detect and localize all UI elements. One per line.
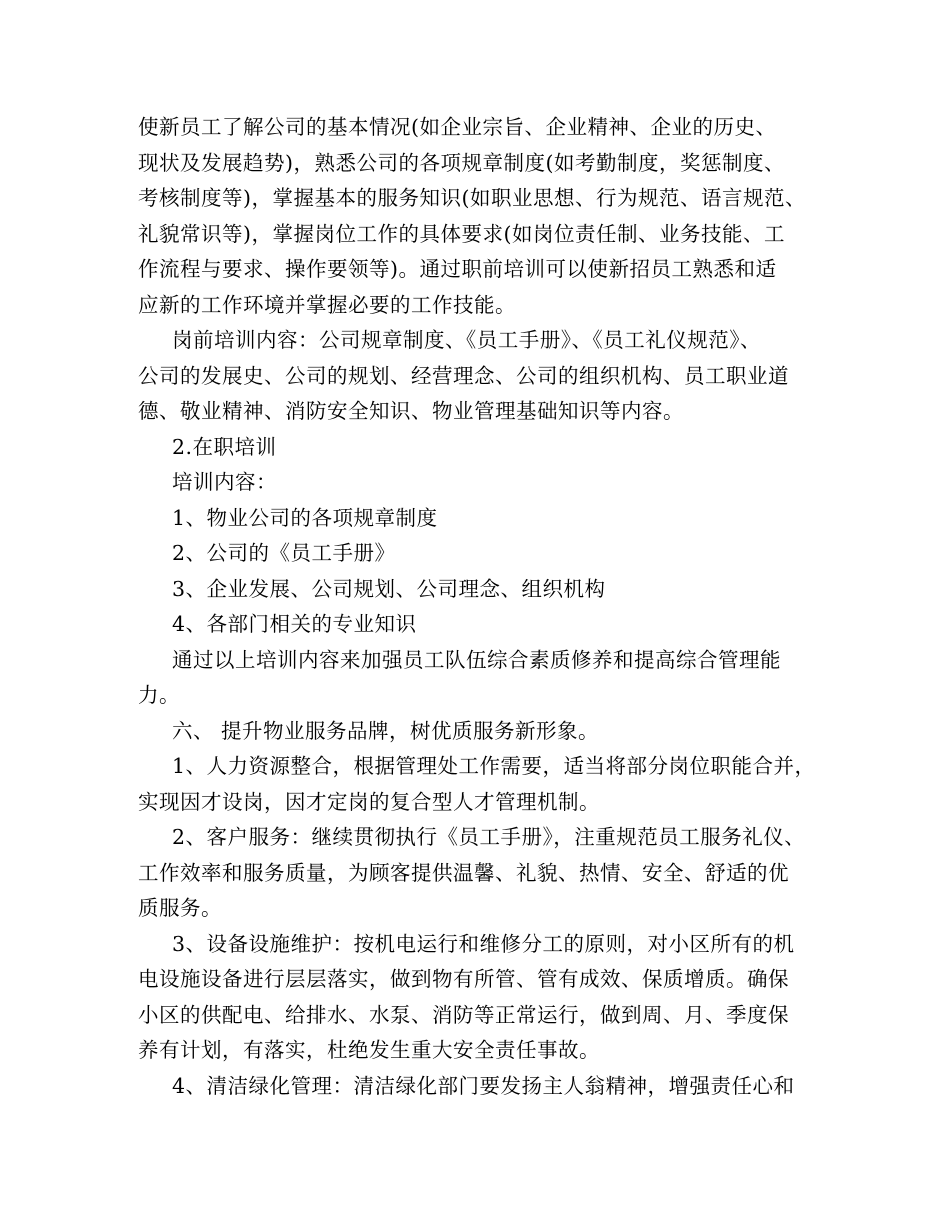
text-line: 应新的工作环境并掌握必要的工作技能。 [138, 292, 516, 317]
text-line: 六、 提升物业服务品牌，树优质服务新形象。 [172, 718, 600, 743]
text-line: 3、设备设施维护：按机电运行和维修分工的原则，对小区所有的机 [172, 931, 795, 956]
text-line: 3、企业发展、公司规划、公司理念、组织机构 [172, 576, 606, 601]
text-line: 作流程与要求、操作要领等)。通过职前培训可以使新招员工熟悉和适 [138, 257, 777, 281]
text-line: 4、各部门相关的专业知识 [172, 612, 417, 636]
text-line: 力。 [138, 683, 180, 707]
text-line: 2、公司的《员工手册》 [172, 541, 396, 565]
text-line: 电设施设备进行层层落实，做到物有所管、管有成效、保质增质。确保 [138, 967, 789, 991]
text-line: 实现因才设岗，因才定岗的复合型人才管理机制。 [138, 789, 600, 814]
text-line: 公司的发展史、公司的规划、经营理念、公司的组织机构、员工职业道 [138, 363, 789, 388]
text-line: 礼貌常识等)，掌握岗位工作的具体要求(如岗位责任制、业务技能、工 [138, 221, 785, 246]
text-line: 1、物业公司的各项规章制度 [172, 505, 438, 530]
text-line: 小区的供配电、给排水、水泵、消防等正常运行，做到周、月、季度保 [138, 1002, 789, 1027]
text-line: 4、清洁绿化管理：清洁绿化部门要发扬主人翁精神，增强责任心和 [172, 1073, 795, 1098]
text-line: 使新员工了解公司的基本情况(如企业宗旨、企业精神、企业的历史、 [138, 115, 777, 139]
text-line: 现状及发展趋势)，熟悉公司的各项规章制度(如考勤制度，奖惩制度、 [138, 150, 785, 175]
text-line: 1、人力资源整合，根据管理处工作需要，适当将部分岗位职能合并， [172, 754, 816, 778]
text-line: 2、客户服务：继续贯彻执行《员工手册》，注重规范员工服务礼仪、 [172, 825, 806, 849]
text-line: 德、敬业精神、消防安全知识、物业管理基础知识等内容。 [138, 399, 684, 423]
text-line: 养有计划，有落实，杜绝发生重大安全责任事故。 [138, 1038, 600, 1062]
document-body [138, 110, 828, 1104]
text-line: 岗前培训内容：公司规章制度、《员工手册》、《员工礼仪规范》、 [172, 328, 761, 352]
text-line: 2.在职培训 [172, 434, 277, 459]
text-line: 考核制度等)，掌握基本的服务知识(如职业思想、行为规范、语言规范、 [138, 186, 806, 210]
text-line: 通过以上培训内容来加强员工队伍综合素质修养和提高综合管理能 [172, 647, 781, 672]
text-line: 质服务。 [138, 896, 222, 920]
text-line: 工作效率和服务质量，为顾客提供温馨、礼貌、热情、安全、舒适的优 [138, 860, 789, 885]
text-line: 培训内容： [172, 470, 277, 494]
